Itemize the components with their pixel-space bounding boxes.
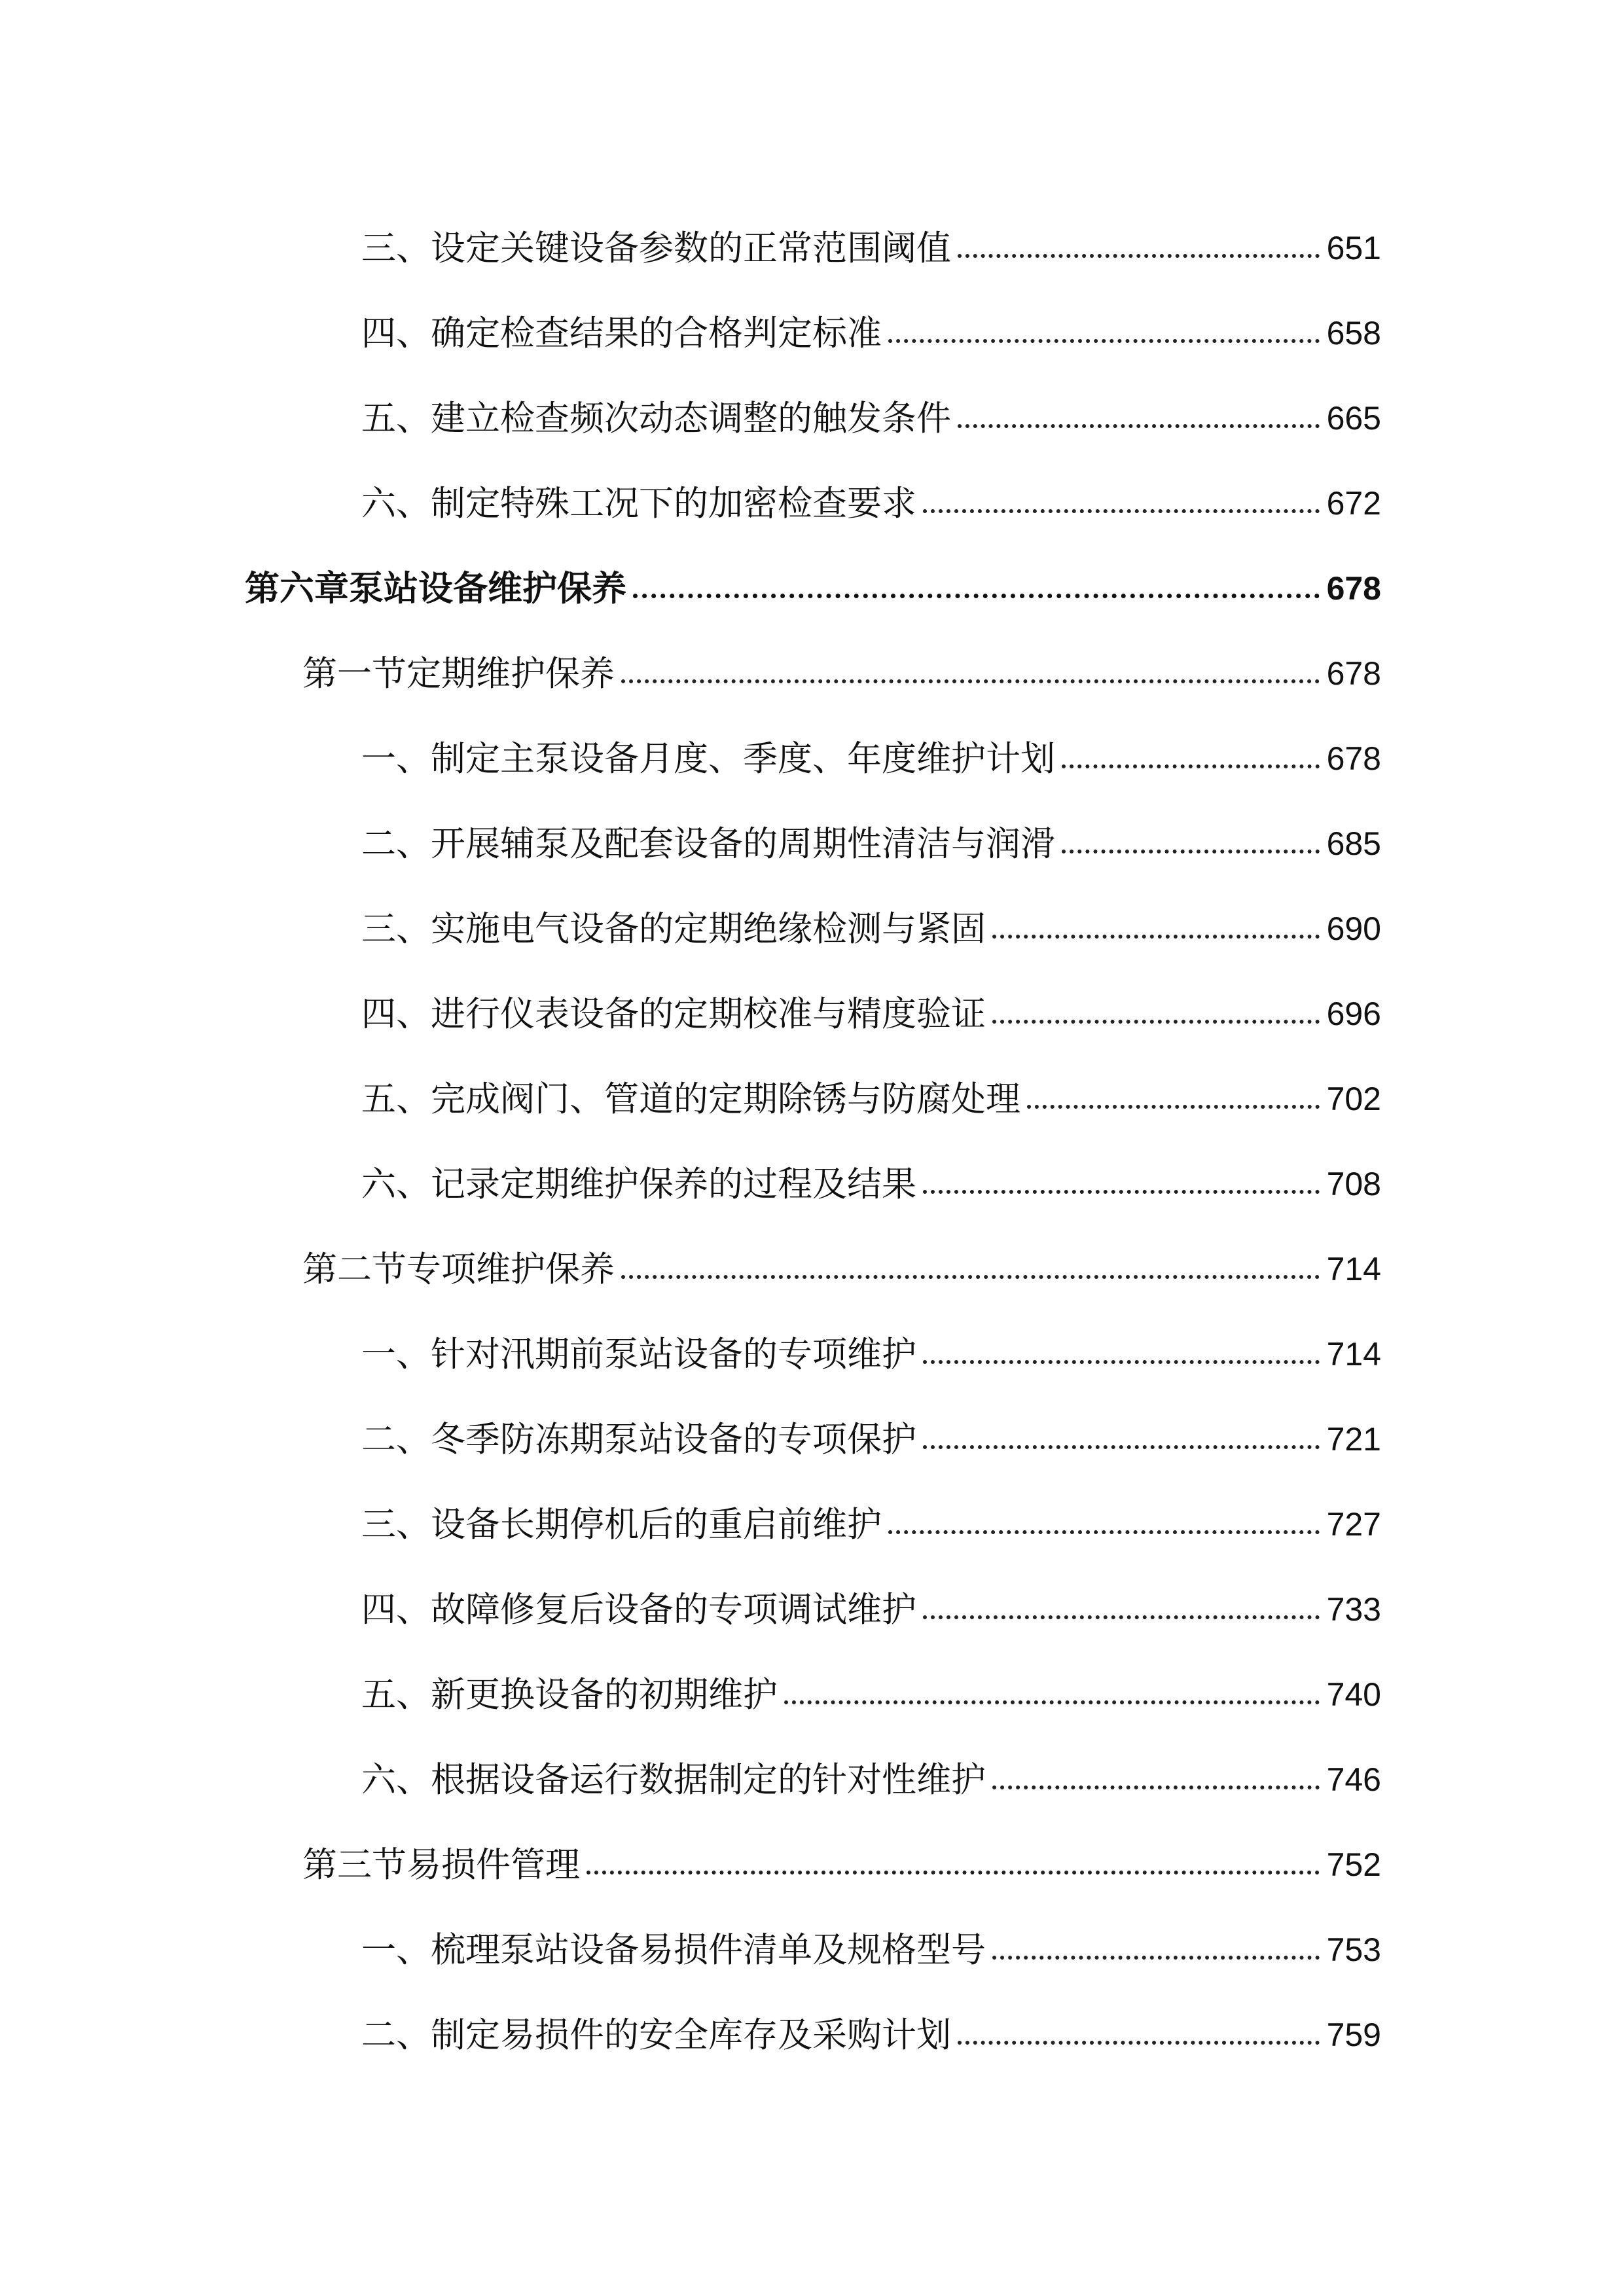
toc-chapter-entry[interactable] bbox=[245, 550, 1381, 613]
toc-entry-title: 三、设定关键设备参数的正常范围阈值 bbox=[361, 228, 951, 268]
toc-entry-page: 753 bbox=[1326, 1931, 1381, 1968]
toc-entry-title: 五、建立检查频次动态调整的触发条件 bbox=[361, 399, 951, 439]
dot-leader bbox=[888, 339, 1320, 343]
dot-leader bbox=[621, 1275, 1320, 1279]
toc-entry-page: 727 bbox=[1326, 1506, 1381, 1543]
toc-entry-page: 678 bbox=[1326, 655, 1381, 692]
dot-leader bbox=[958, 254, 1320, 258]
toc-entry-page: 690 bbox=[1326, 910, 1381, 947]
toc-entry-page: 714 bbox=[1326, 1336, 1381, 1372]
dot-leader bbox=[923, 509, 1320, 513]
toc-entry-title: 三、设备长期停机后的重启前维护 bbox=[361, 1505, 882, 1545]
toc-entry-page: 678 bbox=[1326, 570, 1381, 607]
toc-entry-page: 721 bbox=[1326, 1421, 1381, 1458]
toc-entry-page: 746 bbox=[1326, 1761, 1381, 1798]
dot-leader bbox=[923, 1445, 1320, 1449]
toc-entry-title: 四、确定检查结果的合格判定标准 bbox=[361, 314, 882, 353]
toc-entry[interactable] bbox=[361, 1316, 1381, 1378]
toc-entry-title: 四、故障修复后设备的专项调试维护 bbox=[361, 1590, 916, 1630]
toc-entry-title: 三、实施电气设备的定期绝缘检测与紧固 bbox=[361, 909, 986, 949]
toc-entry-page: 708 bbox=[1326, 1166, 1381, 1202]
toc-entry[interactable] bbox=[361, 1911, 1381, 1974]
toc-entry[interactable] bbox=[361, 1060, 1381, 1123]
dot-leader bbox=[992, 935, 1320, 939]
toc-entry-title: 一、针对汛期前泵站设备的专项维护 bbox=[361, 1335, 916, 1374]
dot-leader bbox=[1062, 764, 1320, 768]
toc-entry-page: 759 bbox=[1326, 2017, 1381, 2053]
toc-entry-page: 696 bbox=[1326, 996, 1381, 1032]
toc-entry-title: 一、制定主泵设备月度、季度、年度维护计划 bbox=[361, 739, 1055, 779]
dot-leader bbox=[888, 1530, 1320, 1534]
toc-entry-page: 665 bbox=[1326, 400, 1381, 437]
toc-entry-page: 714 bbox=[1326, 1251, 1381, 1287]
toc-entry[interactable] bbox=[361, 720, 1381, 783]
toc-entry-title: 第一节定期维护保养 bbox=[302, 654, 615, 694]
toc-entry[interactable] bbox=[361, 209, 1381, 272]
toc-entry[interactable] bbox=[361, 890, 1381, 953]
toc-entry[interactable] bbox=[361, 380, 1381, 442]
toc-entry-title: 五、新更换设备的初期维护 bbox=[361, 1675, 778, 1715]
dot-leader bbox=[621, 679, 1320, 683]
toc-entry[interactable] bbox=[361, 1656, 1381, 1719]
toc-entry-title: 第二节专项维护保养 bbox=[302, 1249, 615, 1289]
toc-entry[interactable] bbox=[361, 805, 1381, 868]
toc-entry-title: 二、开展辅泵及配套设备的周期性清洁与润滑 bbox=[361, 824, 1055, 864]
toc-entry-page: 678 bbox=[1326, 740, 1381, 777]
toc-entry-page: 740 bbox=[1326, 1676, 1381, 1713]
dot-leader bbox=[923, 1615, 1320, 1619]
toc-section-entry[interactable] bbox=[302, 1826, 1381, 1889]
toc-entry[interactable] bbox=[361, 295, 1381, 357]
toc-section-entry[interactable] bbox=[302, 635, 1381, 698]
dot-leader bbox=[992, 1785, 1320, 1789]
toc-entry[interactable] bbox=[361, 1996, 1381, 2059]
toc-entry[interactable] bbox=[361, 1571, 1381, 1634]
toc-entry[interactable] bbox=[361, 1486, 1381, 1549]
dot-leader bbox=[633, 594, 1320, 598]
dot-leader bbox=[958, 424, 1320, 428]
toc-entry[interactable] bbox=[361, 1401, 1381, 1463]
toc-entry[interactable] bbox=[361, 975, 1381, 1038]
toc-entry-page: 672 bbox=[1326, 485, 1381, 522]
dot-leader bbox=[923, 1360, 1320, 1364]
dot-leader bbox=[992, 1020, 1320, 1024]
toc-entry[interactable] bbox=[361, 465, 1381, 528]
toc-entry-title: 二、冬季防冻期泵站设备的专项保护 bbox=[361, 1420, 916, 1460]
dot-leader bbox=[923, 1190, 1320, 1194]
toc-entry-page: 752 bbox=[1326, 1846, 1381, 1883]
toc-entry-page: 658 bbox=[1326, 315, 1381, 351]
toc-entry-title: 第六章泵站设备维护保养 bbox=[245, 568, 626, 609]
toc-entry-title: 六、根据设备运行数据制定的针对性维护 bbox=[361, 1760, 986, 1800]
toc-entry-page: 651 bbox=[1326, 230, 1381, 266]
toc-section-entry[interactable] bbox=[302, 1230, 1381, 1293]
dot-leader bbox=[586, 1871, 1320, 1874]
dot-leader bbox=[1062, 850, 1320, 853]
dot-leader bbox=[958, 2041, 1320, 2045]
dot-leader bbox=[784, 1700, 1320, 1704]
toc-entry-title: 二、制定易损件的安全库存及采购计划 bbox=[361, 2015, 951, 2055]
toc-entry[interactable] bbox=[361, 1145, 1381, 1208]
toc-entry-title: 第三节易损件管理 bbox=[302, 1845, 580, 1885]
toc-entry[interactable] bbox=[361, 1741, 1381, 1804]
toc-entry-title: 五、完成阀门、管道的定期除锈与防腐处理 bbox=[361, 1079, 1020, 1119]
toc-entry-page: 733 bbox=[1326, 1591, 1381, 1628]
toc-entry-page: 702 bbox=[1326, 1081, 1381, 1117]
toc-entry-title: 四、进行仪表设备的定期校准与精度验证 bbox=[361, 994, 986, 1034]
toc-entry-title: 一、梳理泵站设备易损件清单及规格型号 bbox=[361, 1930, 986, 1970]
dot-leader bbox=[1027, 1105, 1320, 1109]
toc-entry-page: 685 bbox=[1326, 825, 1381, 862]
toc-entry-title: 六、制定特殊工况下的加密检查要求 bbox=[361, 484, 916, 524]
dot-leader bbox=[992, 1956, 1320, 1960]
toc-entry-title: 六、记录定期维护保养的过程及结果 bbox=[361, 1164, 916, 1204]
